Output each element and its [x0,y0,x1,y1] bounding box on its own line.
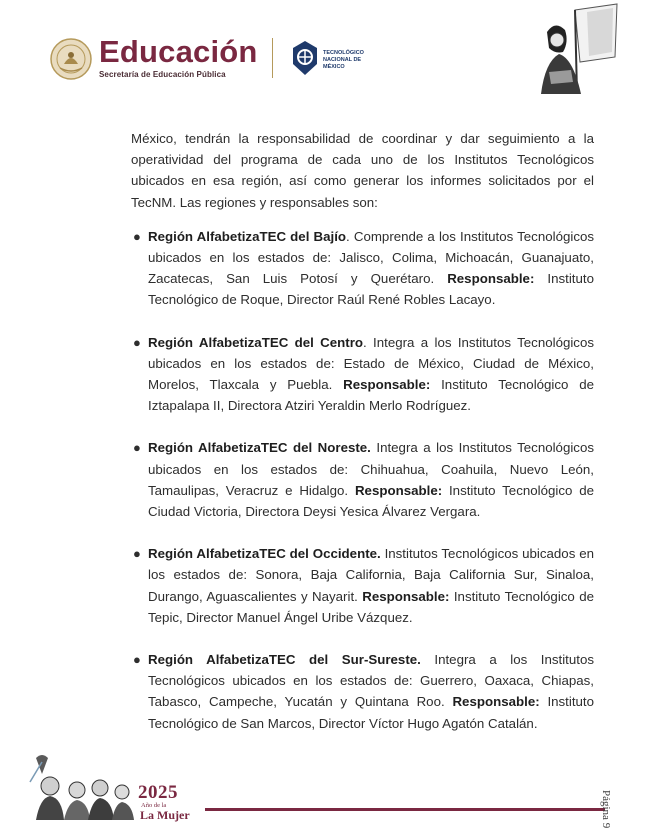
responsible-label: Responsable: [447,271,535,287]
region-responsible: Instituto Tecnológico de Tepic, Director Manuel Ángel Uribe Vázquez. [148,588,595,625]
page-header [0,0,655,110]
region-responsible: Instituto Tecnológico de Roque, Director Raúl René Robles Lacayo. [148,271,594,308]
intro-paragraph: México, tendrán la responsabilidad de coordinar y dar seguimiento a la operatividad del programa de cada uno de los Institutos Tecnológicos ubicados en esa región, así como generar los informes solicitados por el TecNM. Las regiones y responsables son: [131,131,594,210]
responsible-label: Responsable: [354,482,443,498]
document-body [131,128,594,755]
regions-list [131,226,594,734]
region-name-suffix: . [346,228,350,244]
woman-flag-illustration [525,2,620,97]
region-description: Integra a los Institutos Tecnológicos ubicados en los estados de: Estado de México, Ciudad de México, Morelos, Tlaxcala y Puebla. [148,334,594,393]
region-description: Integra a los Institutos Tecnológicos ubicados en los estados de: Chihuahua, Coahuila, Nuevo León, Tamaulipas, Veracruz e Hidalgo. [148,440,594,498]
region-responsible: Instituto Tecnológico de San Marcos, Director Víctor Hugo Agatón Catalán. [148,694,595,731]
bullet-icon: ● [133,652,141,668]
tecnm-text: TECNOLÓGICO NACIONAL DE MÉXICO [323,50,364,70]
region-description: Comprende a los Institutos Tecnológicos ubicados en los estados de: Jalisco, Colima, Michoacán, Guanajuato, Zacatecas, San Luis Potosí y Querétaro. [148,228,595,287]
responsible-label: Responsable: [343,377,431,393]
region-name: Región AlfabetizaTEC del Bajío [148,228,347,244]
mexico-seal-icon [50,38,92,80]
year-number: 2025 [138,782,178,803]
region-name: Región AlfabetizaTEC del Centro [148,334,364,350]
list-item [131,543,594,628]
brand-subtitle: Secretaría de Educación Pública [99,70,226,79]
year-subtitle-main: La Mujer [140,808,190,822]
year-subtitle: Año de la [141,802,167,809]
brand-title: Educación [99,34,258,69]
list-item [131,332,594,417]
header-divider [272,38,273,78]
responsible-label: Responsable: [452,694,540,710]
region-responsible: Instituto Tecnológico de Iztapalapa II, Directora Atziri Yeraldin Merlo Rodríguez. [148,377,594,414]
region-name-suffix: . [363,334,367,350]
responsible-label: Responsable: [362,588,450,604]
tecnm-logo-icon [290,40,320,76]
year-badge [138,783,190,821]
region-name: Región AlfabetizaTEC del Sur-Sureste. [148,652,421,668]
bullet-icon: ● [133,228,141,244]
region-name: Región AlfabetizaTEC del Occidente. [148,546,381,562]
list-item [131,649,594,734]
list-item [131,226,594,311]
region-responsible: Instituto Tecnológico de Ciudad Victoria, Directora Deysi Yesica Álvarez Vergara. [148,482,594,520]
list-item [131,437,594,522]
bullet-icon: ● [133,334,141,350]
bullet-icon: ● [133,546,141,562]
page-number: Página 9 [600,790,612,828]
region-description: Institutos Tecnológicos ubicados en los estados de: Sonora, Baja California, Baja California Sur, Sinaloa, Durango, Aguascalientes y Nayarit. [148,546,594,604]
brand-block [99,35,258,79]
footer-rule [205,808,605,811]
region-name: Región AlfabetizaTEC del Noreste. [148,440,371,456]
bullet-icon: ● [133,440,141,456]
region-description: Integra a los Institutos Tecnológicos ubicados en los estados de: Guerrero, Oaxaca, Chiapas, Tabasco, Campeche, Yucatán y Quintana Roo. [148,652,595,710]
women-portraits-illustration [22,752,134,820]
